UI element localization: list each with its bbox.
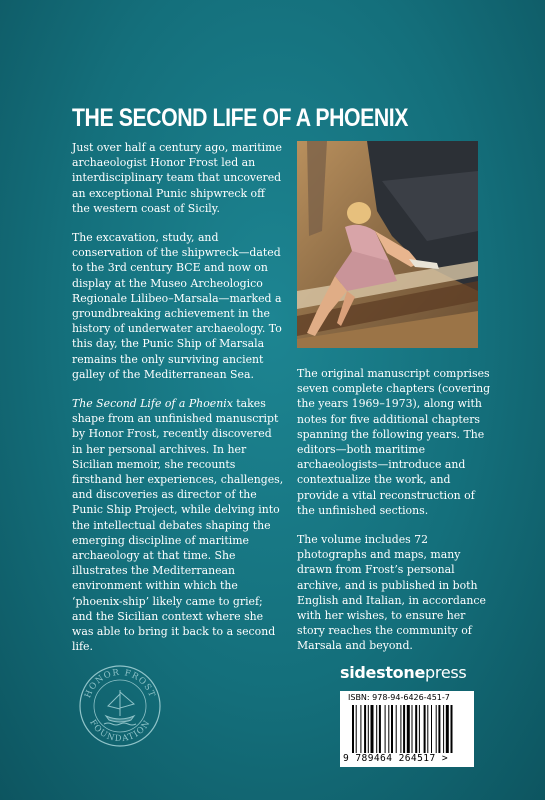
intro-paragraph: Just over half a century ago, maritime archaeologist Honor Frost led an interdisciplinary team that uncovered an exceptional Punic shipwreck off the western coast of Sicily. (72, 141, 282, 215)
right-column (297, 366, 492, 668)
isbn-barcode (340, 691, 474, 767)
excavation-paragraph: The excavation, study, and conservation of the shipwreck—dated to the 3rd century BCE and now on display at the Museo Archeologico Regionale Lilibeo–Marsala—marked a groundbreaking achievement in the history of underwater archaeology. To this day, the Punic Ship of Marsala remains the only surviving ancient galley of the Mediterranean Sea. (72, 231, 282, 381)
book-title-italic: The Second Life of a Phoenix (72, 397, 233, 411)
publisher-name-light: press (425, 663, 467, 682)
memoir-paragraph-text: takes shape from an unfinished manuscript by Honor Frost, recently discovered in her personal archives. In her Sicilian memoir, she recounts firsthand her experiences, challenges, and discoveries as director of the Punic Ship Project, while delving into the intellectual debates shaping the emerging discipline of maritime archaeology at that time. She illustrates the Mediterranean environment within which the ‘phoenix-ship’ likely came to grief; and the Sicilian context where she was able to bring it back to a second life. (72, 397, 284, 654)
honor-frost-foundation-logo (78, 664, 162, 748)
manuscript-paragraph: The original manuscript comprises seven complete chapters (covering the years 1969–1973), along with notes for five additional chapters spanning the following years. The editors—both maritime archaeologists—introduce and contextualize the work, and provide a vital reconstruction of the unfinished sections. (297, 367, 491, 517)
ship-icon (104, 690, 136, 725)
barcode-digits: 9 789464 264517 > (343, 753, 448, 764)
book-title: THE SECOND LIFE OF A PHOENIX (72, 104, 409, 132)
logo-ring-top-text: HONOR FROST (83, 667, 157, 700)
publisher-logo (340, 663, 466, 682)
isbn-label: ISBN: 978-94-6426-451-7 (348, 693, 450, 702)
archival-photo (297, 141, 478, 348)
memoir-paragraph (72, 396, 284, 654)
logo-ring-bottom-text: FOUNDATION (87, 718, 153, 745)
left-column (72, 140, 284, 669)
publisher-name-bold: sidestone (340, 663, 426, 682)
volume-paragraph: The volume includes 72 photographs and maps, many drawn from Frost’s personal archive, and is published in both English and Italian, in accordance with her wishes, to ensure her story reaches the community of Marsala and beyond. (297, 533, 486, 653)
barcode-bars (352, 705, 462, 753)
